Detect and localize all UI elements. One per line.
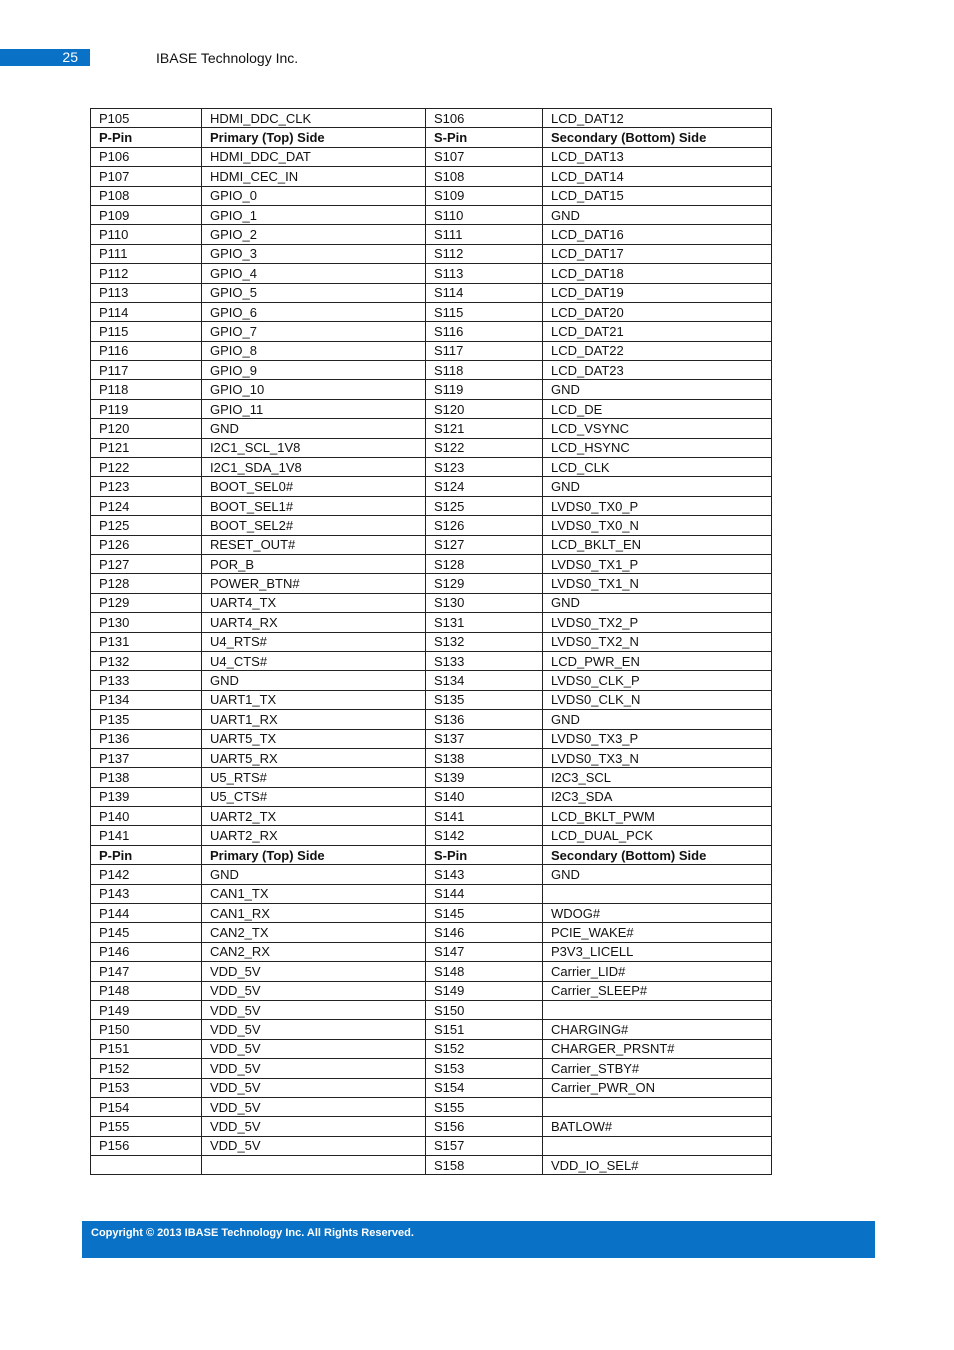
s-pin-cell: S111	[426, 225, 543, 244]
p-pin-cell: P128	[91, 574, 202, 593]
primary-signal-cell: VDD_5V	[202, 962, 426, 981]
page-number: 25	[0, 49, 90, 66]
secondary-signal-cell: LVDS0_TX2_P	[543, 613, 772, 632]
s-pin-cell: S113	[426, 264, 543, 283]
secondary-signal-cell: I2C3_SDA	[543, 787, 772, 806]
primary-signal-cell: GPIO_3	[202, 244, 426, 263]
secondary-signal-cell	[543, 1000, 772, 1019]
p-pin-cell: P118	[91, 380, 202, 399]
s-pin-cell: S139	[426, 768, 543, 787]
secondary-signal-cell: LCD_DAT21	[543, 322, 772, 341]
p-pin-cell: P151	[91, 1039, 202, 1058]
secondary-signal-cell: WDOG#	[543, 904, 772, 923]
secondary-signal-cell: LVDS0_TX1_P	[543, 554, 772, 573]
s-pin-cell: S115	[426, 302, 543, 321]
p-pin-cell: P117	[91, 361, 202, 380]
p-pin-cell: P136	[91, 729, 202, 748]
table-row	[91, 225, 772, 244]
primary-signal-cell: U4_CTS#	[202, 651, 426, 670]
primary-signal-cell: GPIO_4	[202, 264, 426, 283]
secondary-signal-cell: LCD_PWR_EN	[543, 651, 772, 670]
table-row	[91, 613, 772, 632]
s-pin-cell: S107	[426, 147, 543, 166]
primary-signal-cell: CAN2_RX	[202, 942, 426, 961]
table-row	[91, 981, 772, 1000]
primary-signal-cell: VDD_5V	[202, 981, 426, 1000]
table-row	[91, 729, 772, 748]
table-row	[91, 458, 772, 477]
p-pin-cell: P139	[91, 787, 202, 806]
secondary-signal-cell: LVDS0_TX0_N	[543, 516, 772, 535]
p-pin-cell: P112	[91, 264, 202, 283]
secondary-signal-cell: BATLOW#	[543, 1117, 772, 1136]
secondary-signal-cell: Carrier_STBY#	[543, 1059, 772, 1078]
p-pin-cell: P105	[91, 109, 202, 128]
s-pin-cell: S-Pin	[426, 128, 543, 147]
secondary-signal-cell: LCD_DAT14	[543, 167, 772, 186]
primary-signal-cell: HDMI_DDC_CLK	[202, 109, 426, 128]
primary-signal-cell: GPIO_5	[202, 283, 426, 302]
secondary-signal-cell: GND	[543, 380, 772, 399]
secondary-signal-cell: Carrier_LID#	[543, 962, 772, 981]
s-pin-cell: S155	[426, 1097, 543, 1116]
primary-signal-cell: VDD_5V	[202, 1000, 426, 1019]
primary-signal-cell: VDD_5V	[202, 1039, 426, 1058]
s-pin-cell: S148	[426, 962, 543, 981]
table-row	[91, 690, 772, 709]
p-pin-cell: P156	[91, 1136, 202, 1155]
p-pin-cell: P106	[91, 147, 202, 166]
p-pin-cell: P147	[91, 962, 202, 981]
table-row	[91, 205, 772, 224]
secondary-signal-cell: GND	[543, 477, 772, 496]
s-pin-cell: S116	[426, 322, 543, 341]
primary-signal-cell: VDD_5V	[202, 1097, 426, 1116]
s-pin-cell: S127	[426, 535, 543, 554]
primary-signal-cell: GPIO_9	[202, 361, 426, 380]
s-pin-cell: S108	[426, 167, 543, 186]
primary-signal-cell: CAN2_TX	[202, 923, 426, 942]
p-pin-cell: P114	[91, 302, 202, 321]
secondary-signal-cell: LCD_DAT22	[543, 341, 772, 360]
secondary-signal-cell: LVDS0_TX2_N	[543, 632, 772, 651]
s-pin-cell: S123	[426, 458, 543, 477]
p-pin-cell: P134	[91, 690, 202, 709]
p-pin-cell: P110	[91, 225, 202, 244]
secondary-signal-cell: GND	[543, 710, 772, 729]
table-row	[91, 399, 772, 418]
secondary-signal-cell: LCD_DAT12	[543, 109, 772, 128]
p-pin-cell: P144	[91, 904, 202, 923]
primary-signal-cell: UART2_RX	[202, 826, 426, 845]
secondary-signal-cell: Secondary (Bottom) Side	[543, 128, 772, 147]
secondary-signal-cell: I2C3_SCL	[543, 768, 772, 787]
table-row	[91, 244, 772, 263]
p-pin-cell: P126	[91, 535, 202, 554]
s-pin-cell: S128	[426, 554, 543, 573]
table-row	[91, 361, 772, 380]
primary-signal-cell: BOOT_SEL1#	[202, 496, 426, 515]
pin-assignment-table	[90, 108, 772, 1175]
pin-table-body	[91, 109, 772, 1175]
p-pin-cell: P115	[91, 322, 202, 341]
p-pin-cell: P122	[91, 458, 202, 477]
primary-signal-cell: UART4_TX	[202, 593, 426, 612]
p-pin-cell: P113	[91, 283, 202, 302]
s-pin-cell: S142	[426, 826, 543, 845]
secondary-signal-cell: Carrier_PWR_ON	[543, 1078, 772, 1097]
primary-signal-cell: VDD_5V	[202, 1117, 426, 1136]
primary-signal-cell: GPIO_0	[202, 186, 426, 205]
s-pin-cell: S130	[426, 593, 543, 612]
primary-signal-cell	[202, 1156, 426, 1175]
s-pin-cell: S144	[426, 884, 543, 903]
s-pin-cell: S141	[426, 807, 543, 826]
table-row	[91, 302, 772, 321]
secondary-signal-cell: LVDS0_TX3_P	[543, 729, 772, 748]
s-pin-cell: S122	[426, 438, 543, 457]
table-row	[91, 593, 772, 612]
s-pin-cell: S106	[426, 109, 543, 128]
p-pin-cell: P129	[91, 593, 202, 612]
secondary-signal-cell: LCD_DAT19	[543, 283, 772, 302]
s-pin-cell: S158	[426, 1156, 543, 1175]
table-row	[91, 264, 772, 283]
primary-signal-cell: UART1_RX	[202, 710, 426, 729]
p-pin-cell: P135	[91, 710, 202, 729]
s-pin-cell: S-Pin	[426, 845, 543, 864]
primary-signal-cell: VDD_5V	[202, 1136, 426, 1155]
p-pin-cell: P111	[91, 244, 202, 263]
s-pin-cell: S121	[426, 419, 543, 438]
table-row	[91, 554, 772, 573]
p-pin-cell: P148	[91, 981, 202, 1000]
p-pin-cell: P138	[91, 768, 202, 787]
s-pin-cell: S109	[426, 186, 543, 205]
s-pin-cell: S118	[426, 361, 543, 380]
p-pin-cell: P146	[91, 942, 202, 961]
secondary-signal-cell: LCD_DAT23	[543, 361, 772, 380]
table-header-row	[91, 845, 772, 864]
p-pin-cell: P-Pin	[91, 845, 202, 864]
s-pin-cell: S134	[426, 671, 543, 690]
s-pin-cell: S149	[426, 981, 543, 1000]
table-row	[91, 1059, 772, 1078]
p-pin-cell: P141	[91, 826, 202, 845]
s-pin-cell: S129	[426, 574, 543, 593]
table-row	[91, 438, 772, 457]
table-row	[91, 283, 772, 302]
s-pin-cell: S154	[426, 1078, 543, 1097]
s-pin-cell: S135	[426, 690, 543, 709]
p-pin-cell: P132	[91, 651, 202, 670]
primary-signal-cell: GPIO_1	[202, 205, 426, 224]
p-pin-cell: P-Pin	[91, 128, 202, 147]
secondary-signal-cell: LVDS0_TX1_N	[543, 574, 772, 593]
p-pin-cell: P123	[91, 477, 202, 496]
table-row	[91, 1117, 772, 1136]
primary-signal-cell: UART2_TX	[202, 807, 426, 826]
s-pin-cell: S152	[426, 1039, 543, 1058]
s-pin-cell: S151	[426, 1020, 543, 1039]
p-pin-cell: P142	[91, 865, 202, 884]
secondary-signal-cell	[543, 884, 772, 903]
p-pin-cell: P133	[91, 671, 202, 690]
s-pin-cell: S117	[426, 341, 543, 360]
secondary-signal-cell: LCD_DAT18	[543, 264, 772, 283]
table-row	[91, 962, 772, 981]
secondary-signal-cell: VDD_IO_SEL#	[543, 1156, 772, 1175]
s-pin-cell: S146	[426, 923, 543, 942]
primary-signal-cell: GPIO_8	[202, 341, 426, 360]
p-pin-cell: P109	[91, 205, 202, 224]
table-row	[91, 787, 772, 806]
secondary-signal-cell: LCD_DAT15	[543, 186, 772, 205]
secondary-signal-cell: LCD_BKLT_PWM	[543, 807, 772, 826]
s-pin-cell: S150	[426, 1000, 543, 1019]
p-pin-cell: P121	[91, 438, 202, 457]
primary-signal-cell: POWER_BTN#	[202, 574, 426, 593]
s-pin-cell: S147	[426, 942, 543, 961]
s-pin-cell: S137	[426, 729, 543, 748]
p-pin-cell: P145	[91, 923, 202, 942]
p-pin-cell: P127	[91, 554, 202, 573]
primary-signal-cell: GPIO_10	[202, 380, 426, 399]
secondary-signal-cell: LCD_CLK	[543, 458, 772, 477]
p-pin-cell: P125	[91, 516, 202, 535]
s-pin-cell: S126	[426, 516, 543, 535]
table-row	[91, 574, 772, 593]
s-pin-cell: S145	[426, 904, 543, 923]
primary-signal-cell: BOOT_SEL2#	[202, 516, 426, 535]
table-row	[91, 341, 772, 360]
primary-signal-cell: BOOT_SEL0#	[202, 477, 426, 496]
table-row	[91, 419, 772, 438]
primary-signal-cell: GPIO_11	[202, 399, 426, 418]
table-row	[91, 632, 772, 651]
primary-signal-cell: RESET_OUT#	[202, 535, 426, 554]
secondary-signal-cell: GND	[543, 593, 772, 612]
p-pin-cell: P108	[91, 186, 202, 205]
table-row	[91, 807, 772, 826]
table-row	[91, 1078, 772, 1097]
primary-signal-cell: VDD_5V	[202, 1078, 426, 1097]
table-row	[91, 535, 772, 554]
primary-signal-cell: U5_CTS#	[202, 787, 426, 806]
p-pin-cell	[91, 1156, 202, 1175]
secondary-signal-cell: GND	[543, 865, 772, 884]
table-row	[91, 1136, 772, 1155]
p-pin-cell: P137	[91, 748, 202, 767]
p-pin-cell: P131	[91, 632, 202, 651]
s-pin-cell: S143	[426, 865, 543, 884]
primary-signal-cell: GPIO_7	[202, 322, 426, 341]
company-name: IBASE Technology Inc.	[156, 50, 299, 66]
secondary-signal-cell: LVDS0_TX0_P	[543, 496, 772, 515]
table-row	[91, 884, 772, 903]
secondary-signal-cell: LCD_VSYNC	[543, 419, 772, 438]
s-pin-cell: S138	[426, 748, 543, 767]
secondary-signal-cell: Carrier_SLEEP#	[543, 981, 772, 1000]
secondary-signal-cell: GND	[543, 205, 772, 224]
primary-signal-cell: POR_B	[202, 554, 426, 573]
s-pin-cell: S157	[426, 1136, 543, 1155]
primary-signal-cell: UART5_RX	[202, 748, 426, 767]
secondary-signal-cell: LVDS0_CLK_N	[543, 690, 772, 709]
table-row	[91, 768, 772, 787]
copyright-text: Copyright © 2013 IBASE Technology Inc. All Rights Reserved.	[91, 1227, 414, 1239]
primary-signal-cell: HDMI_CEC_IN	[202, 167, 426, 186]
footer-bar	[82, 1221, 875, 1258]
table-row	[91, 671, 772, 690]
primary-signal-cell: GND	[202, 671, 426, 690]
s-pin-cell: S110	[426, 205, 543, 224]
table-row	[91, 651, 772, 670]
s-pin-cell: S133	[426, 651, 543, 670]
secondary-signal-cell: CHARGING#	[543, 1020, 772, 1039]
primary-signal-cell: Primary (Top) Side	[202, 845, 426, 864]
s-pin-cell: S136	[426, 710, 543, 729]
primary-signal-cell: GPIO_6	[202, 302, 426, 321]
table-row	[91, 710, 772, 729]
table-row	[91, 1156, 772, 1175]
primary-signal-cell: HDMI_DDC_DAT	[202, 147, 426, 166]
p-pin-cell: P116	[91, 341, 202, 360]
secondary-signal-cell: PCIE_WAKE#	[543, 923, 772, 942]
s-pin-cell: S153	[426, 1059, 543, 1078]
secondary-signal-cell: LVDS0_TX3_N	[543, 748, 772, 767]
p-pin-cell: P153	[91, 1078, 202, 1097]
p-pin-cell: P107	[91, 167, 202, 186]
secondary-signal-cell: LCD_DAT16	[543, 225, 772, 244]
p-pin-cell: P150	[91, 1020, 202, 1039]
primary-signal-cell: VDD_5V	[202, 1059, 426, 1078]
primary-signal-cell: UART4_RX	[202, 613, 426, 632]
table-row	[91, 826, 772, 845]
secondary-signal-cell: CHARGER_PRSNT#	[543, 1039, 772, 1058]
primary-signal-cell: UART5_TX	[202, 729, 426, 748]
table-row	[91, 923, 772, 942]
p-pin-cell: P120	[91, 419, 202, 438]
s-pin-cell: S112	[426, 244, 543, 263]
p-pin-cell: P149	[91, 1000, 202, 1019]
table-row	[91, 516, 772, 535]
secondary-signal-cell: P3V3_LICELL	[543, 942, 772, 961]
table-row	[91, 1000, 772, 1019]
primary-signal-cell: I2C1_SCL_1V8	[202, 438, 426, 457]
p-pin-cell: P140	[91, 807, 202, 826]
p-pin-cell: P155	[91, 1117, 202, 1136]
p-pin-cell: P152	[91, 1059, 202, 1078]
secondary-signal-cell: LCD_DE	[543, 399, 772, 418]
s-pin-cell: S114	[426, 283, 543, 302]
secondary-signal-cell: LCD_BKLT_EN	[543, 535, 772, 554]
table-row	[91, 748, 772, 767]
s-pin-cell: S119	[426, 380, 543, 399]
primary-signal-cell: GND	[202, 865, 426, 884]
secondary-signal-cell: LCD_DAT17	[543, 244, 772, 263]
s-pin-cell: S120	[426, 399, 543, 418]
table-row	[91, 942, 772, 961]
secondary-signal-cell: LCD_HSYNC	[543, 438, 772, 457]
primary-signal-cell: GPIO_2	[202, 225, 426, 244]
primary-signal-cell: GND	[202, 419, 426, 438]
s-pin-cell: S125	[426, 496, 543, 515]
table-row	[91, 1020, 772, 1039]
secondary-signal-cell: LVDS0_CLK_P	[543, 671, 772, 690]
secondary-signal-cell	[543, 1136, 772, 1155]
s-pin-cell: S156	[426, 1117, 543, 1136]
table-row	[91, 147, 772, 166]
p-pin-cell: P143	[91, 884, 202, 903]
primary-signal-cell: VDD_5V	[202, 1020, 426, 1039]
primary-signal-cell: U5_RTS#	[202, 768, 426, 787]
secondary-signal-cell: LCD_DAT20	[543, 302, 772, 321]
primary-signal-cell: UART1_TX	[202, 690, 426, 709]
table-row	[91, 904, 772, 923]
table-row	[91, 322, 772, 341]
p-pin-cell: P154	[91, 1097, 202, 1116]
table-row	[91, 167, 772, 186]
s-pin-cell: S131	[426, 613, 543, 632]
primary-signal-cell: Primary (Top) Side	[202, 128, 426, 147]
secondary-signal-cell: LCD_DAT13	[543, 147, 772, 166]
table-header-row	[91, 128, 772, 147]
table-row	[91, 496, 772, 515]
s-pin-cell: S140	[426, 787, 543, 806]
s-pin-cell: S124	[426, 477, 543, 496]
secondary-signal-cell: Secondary (Bottom) Side	[543, 845, 772, 864]
table-row	[91, 1039, 772, 1058]
secondary-signal-cell: LCD_DUAL_PCK	[543, 826, 772, 845]
p-pin-cell: P124	[91, 496, 202, 515]
p-pin-cell: P119	[91, 399, 202, 418]
s-pin-cell: S132	[426, 632, 543, 651]
secondary-signal-cell	[543, 1097, 772, 1116]
primary-signal-cell: CAN1_TX	[202, 884, 426, 903]
table-row	[91, 109, 772, 128]
p-pin-cell: P130	[91, 613, 202, 632]
table-row	[91, 380, 772, 399]
primary-signal-cell: CAN1_RX	[202, 904, 426, 923]
table-row	[91, 186, 772, 205]
primary-signal-cell: U4_RTS#	[202, 632, 426, 651]
primary-signal-cell: I2C1_SDA_1V8	[202, 458, 426, 477]
table-row	[91, 1097, 772, 1116]
table-row	[91, 477, 772, 496]
table-row	[91, 865, 772, 884]
